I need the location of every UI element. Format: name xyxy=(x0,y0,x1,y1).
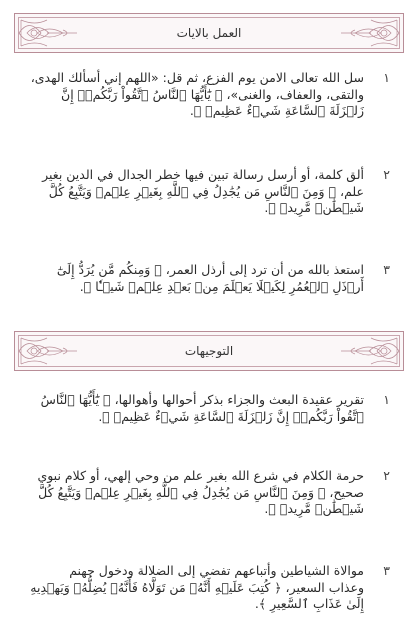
list-item xyxy=(30,392,390,470)
section-banner xyxy=(14,13,404,53)
item-number: ٢ xyxy=(383,468,390,483)
list-item xyxy=(30,563,390,641)
item-number: ١ xyxy=(383,70,390,85)
item-text: سل الله تعالى الامن يوم الفزع، ثم قل: «اللهم إني أسألك الهدى، والتقى، والعفاف، والغنى»، ﴿ يَٰٓأَيُّهَا ٱلنَّاسُ ٱتَّقُواْ رَبَّكُمۡۚ إِنَّ زَلۡزَلَةَ ٱلسَّاعَةِ شَيۡءٌ عَظِيمٞ ﴾. xyxy=(30,70,364,118)
section-title: العمل بالايات xyxy=(176,26,242,40)
list-item xyxy=(30,262,390,340)
item-number: ٣ xyxy=(383,563,390,578)
item-text: ألق كلمة، أو أرسل رسالة تبين فيها خطر الجدال في الدين بغير علم، ﴿ وَمِنَ ٱلنَّاسِ مَن يُجَٰدِلُ فِي ٱللَّهِ بِغَيۡرِ عِلۡمٖ وَيَتَّبِعُ كُلَّ شَيۡطَٰنٖ مَّرِيدٖ ﴾. xyxy=(42,167,364,215)
item-number: ٢ xyxy=(383,167,390,182)
item-number: ١ xyxy=(383,392,390,407)
list-item xyxy=(30,70,390,148)
item-text: حرمة الكلام في شرع الله بغير علم من وحي إلهي، أو كلام نبوي صحيح، ﴿ وَمِنَ ٱلنَّاسِ مَن يُجَٰدِلُ فِي ٱللَّهِ بِغَيۡرِ عِلۡمٖ وَيَتَّبِعُ كُلَّ شَيۡطَٰنٖ مَّرِيدٖ ﴾. xyxy=(37,468,364,516)
item-text: تقرير عقيدة البعث والجزاء بذكر أحوالها وأهوالها، ﴿ يَٰٓأَيُّهَا ٱلنَّاسُ ٱتَّقُواْ رَبَّكُمۡۚ إِنَّ زَلۡزَلَةَ ٱلسَّاعَةِ شَيۡءٌ عَظِيمٞ ﴾. xyxy=(40,392,364,424)
section-title: التوجيهات xyxy=(184,344,234,358)
item-number: ٣ xyxy=(383,262,390,277)
section-banner xyxy=(14,331,404,371)
list-item xyxy=(30,468,390,546)
list-item xyxy=(30,167,390,245)
item-text: موالاة الشياطين وأتباعهم تفضي إلى الضلالة ودخول جهنم وعذاب السعير، ﴿ كُتِبَ عَلَيۡهِ أَنَّهُۥ مَن تَوَلَّاهُ فَأَنَّهُۥ يُضِلُّهُۥ وَيَهۡدِيهِ إِلَىٰ عَذَابِ ٱلسَّعِيرِ ﴾. xyxy=(30,563,364,611)
item-text: استعذ بالله من أن ترد إلى أرذل العمر، ﴿ وَمِنكُم مَّن يُرَدُّ إِلَىٰٓ أَرۡذَلِ ٱلۡعُمُرِ لِكَيۡلَا يَعۡلَمَ مِنۢ بَعۡدِ عِلۡمٖ شَيۡـٔٗا ﴾. xyxy=(56,262,364,294)
